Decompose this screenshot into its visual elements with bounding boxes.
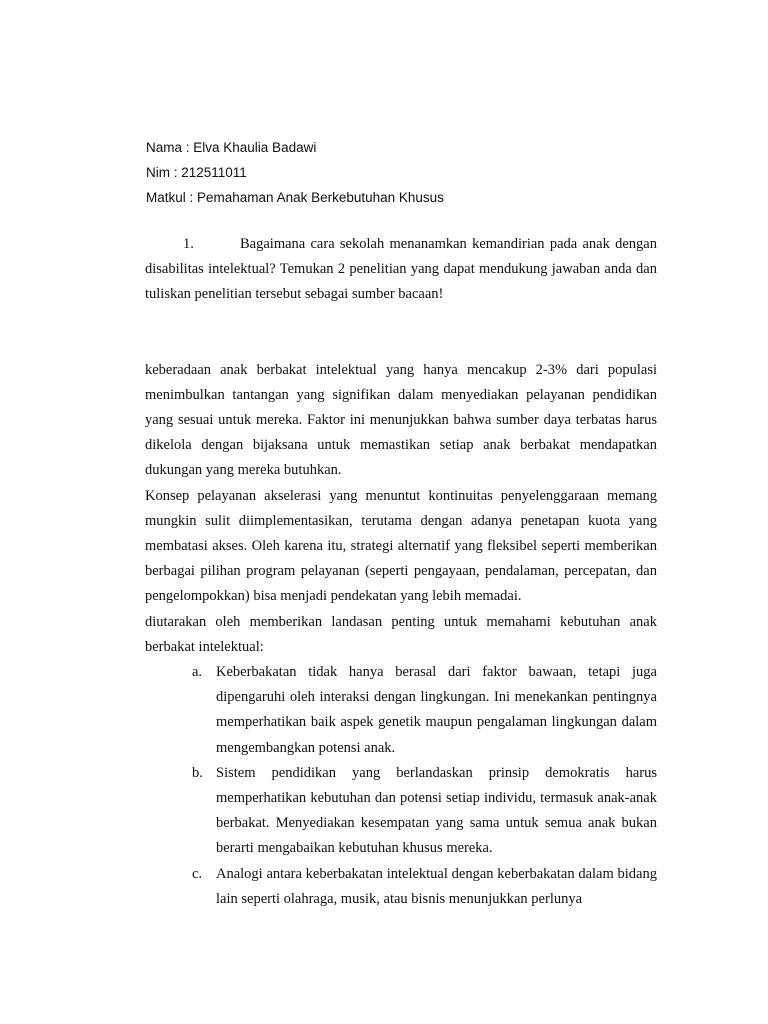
- course-name: Matkul : Pemahaman Anak Berkebutuhan Khusus: [146, 190, 444, 205]
- list-item-text: Sistem pendidikan yang berlandaskan prinsip demokratis harus memperhatikan kebutuhan dan potensi setiap individu, termasuk anak-anak berbakat. Menyediakan kesempatan yang sama untuk semua anak bukan berarti mengabaikan kebutuhan khusus mereka.: [216, 764, 657, 857]
- list-item: [145, 862, 657, 912]
- question-number: 1.: [183, 236, 194, 252]
- list-marker: a.: [192, 664, 203, 681]
- paragraph-spacer: [145, 308, 657, 358]
- list-item-text: Keberbakatan tidak hanya berasal dari faktor bawaan, tetapi juga dipengaruhi oleh interaksi dengan lingkungan. Ini menekankan pentingnya memperhatikan baik aspek genetik maupun pengalaman lingkungan dalam mengembangkan potensi anak.: [216, 664, 657, 756]
- list-marker: b.: [192, 764, 203, 781]
- list-item: [145, 660, 657, 761]
- question-text: Bagaimana cara sekolah menanamkan kemandirian pada anak dengan disabilitas intelektual? Temukan 2 penelitian yang dapat mendukung jawaban anda dan tuliskan penelitian tersebut sebagai sumber bacaan!: [145, 236, 657, 303]
- document-body: [145, 232, 657, 912]
- answer-paragraph-2: Konsep pelayanan akselerasi yang menuntut kontinuitas penyelenggaraan memang mungkin sulit diimplementasikan, terutama dengan adanya penetapan kuota yang membatasi akses. Oleh karena itu, strategi alternatif yang fleksibel seperti memberikan berbagai pilihan program pelayanan (seperti pengayaan, pendalaman, percepatan, dan pengelompokkan) bisa menjadi pendekatan yang lebih memadai.: [145, 487, 657, 605]
- list-item: [145, 761, 657, 862]
- student-info-header: [146, 135, 444, 210]
- question-paragraph: [145, 232, 657, 308]
- student-name: Nama : Elva Khaulia Badawi: [146, 140, 317, 155]
- student-nim: Nim : 212511011: [146, 165, 247, 180]
- points-list: [145, 660, 657, 912]
- list-marker: c.: [192, 865, 203, 882]
- list-item-text: Analogi antara keberbakatan intelektual dengan keberbakatan dalam bidang lain seperti olahraga, musik, atau bisnis menunjukkan perlunya: [216, 865, 657, 907]
- answer-paragraph-1: keberadaan anak berbakat intelektual yang hanya mencakup 2-3% dari populasi menimbulkan tantangan yang signifikan dalam menyediakan pelayanan pendidikan yang sesuai untuk mereka. Faktor ini menunjukkan bahwa sumber daya terbatas harus dikelola dengan bijaksana untuk memastikan setiap anak berbakat mendapatkan dukungan yang mereka butuhkan.: [145, 361, 657, 479]
- answer-paragraph-3: diutarakan oleh memberikan landasan penting untuk memahami kebutuhan anak berbakat intelektual:: [145, 613, 657, 655]
